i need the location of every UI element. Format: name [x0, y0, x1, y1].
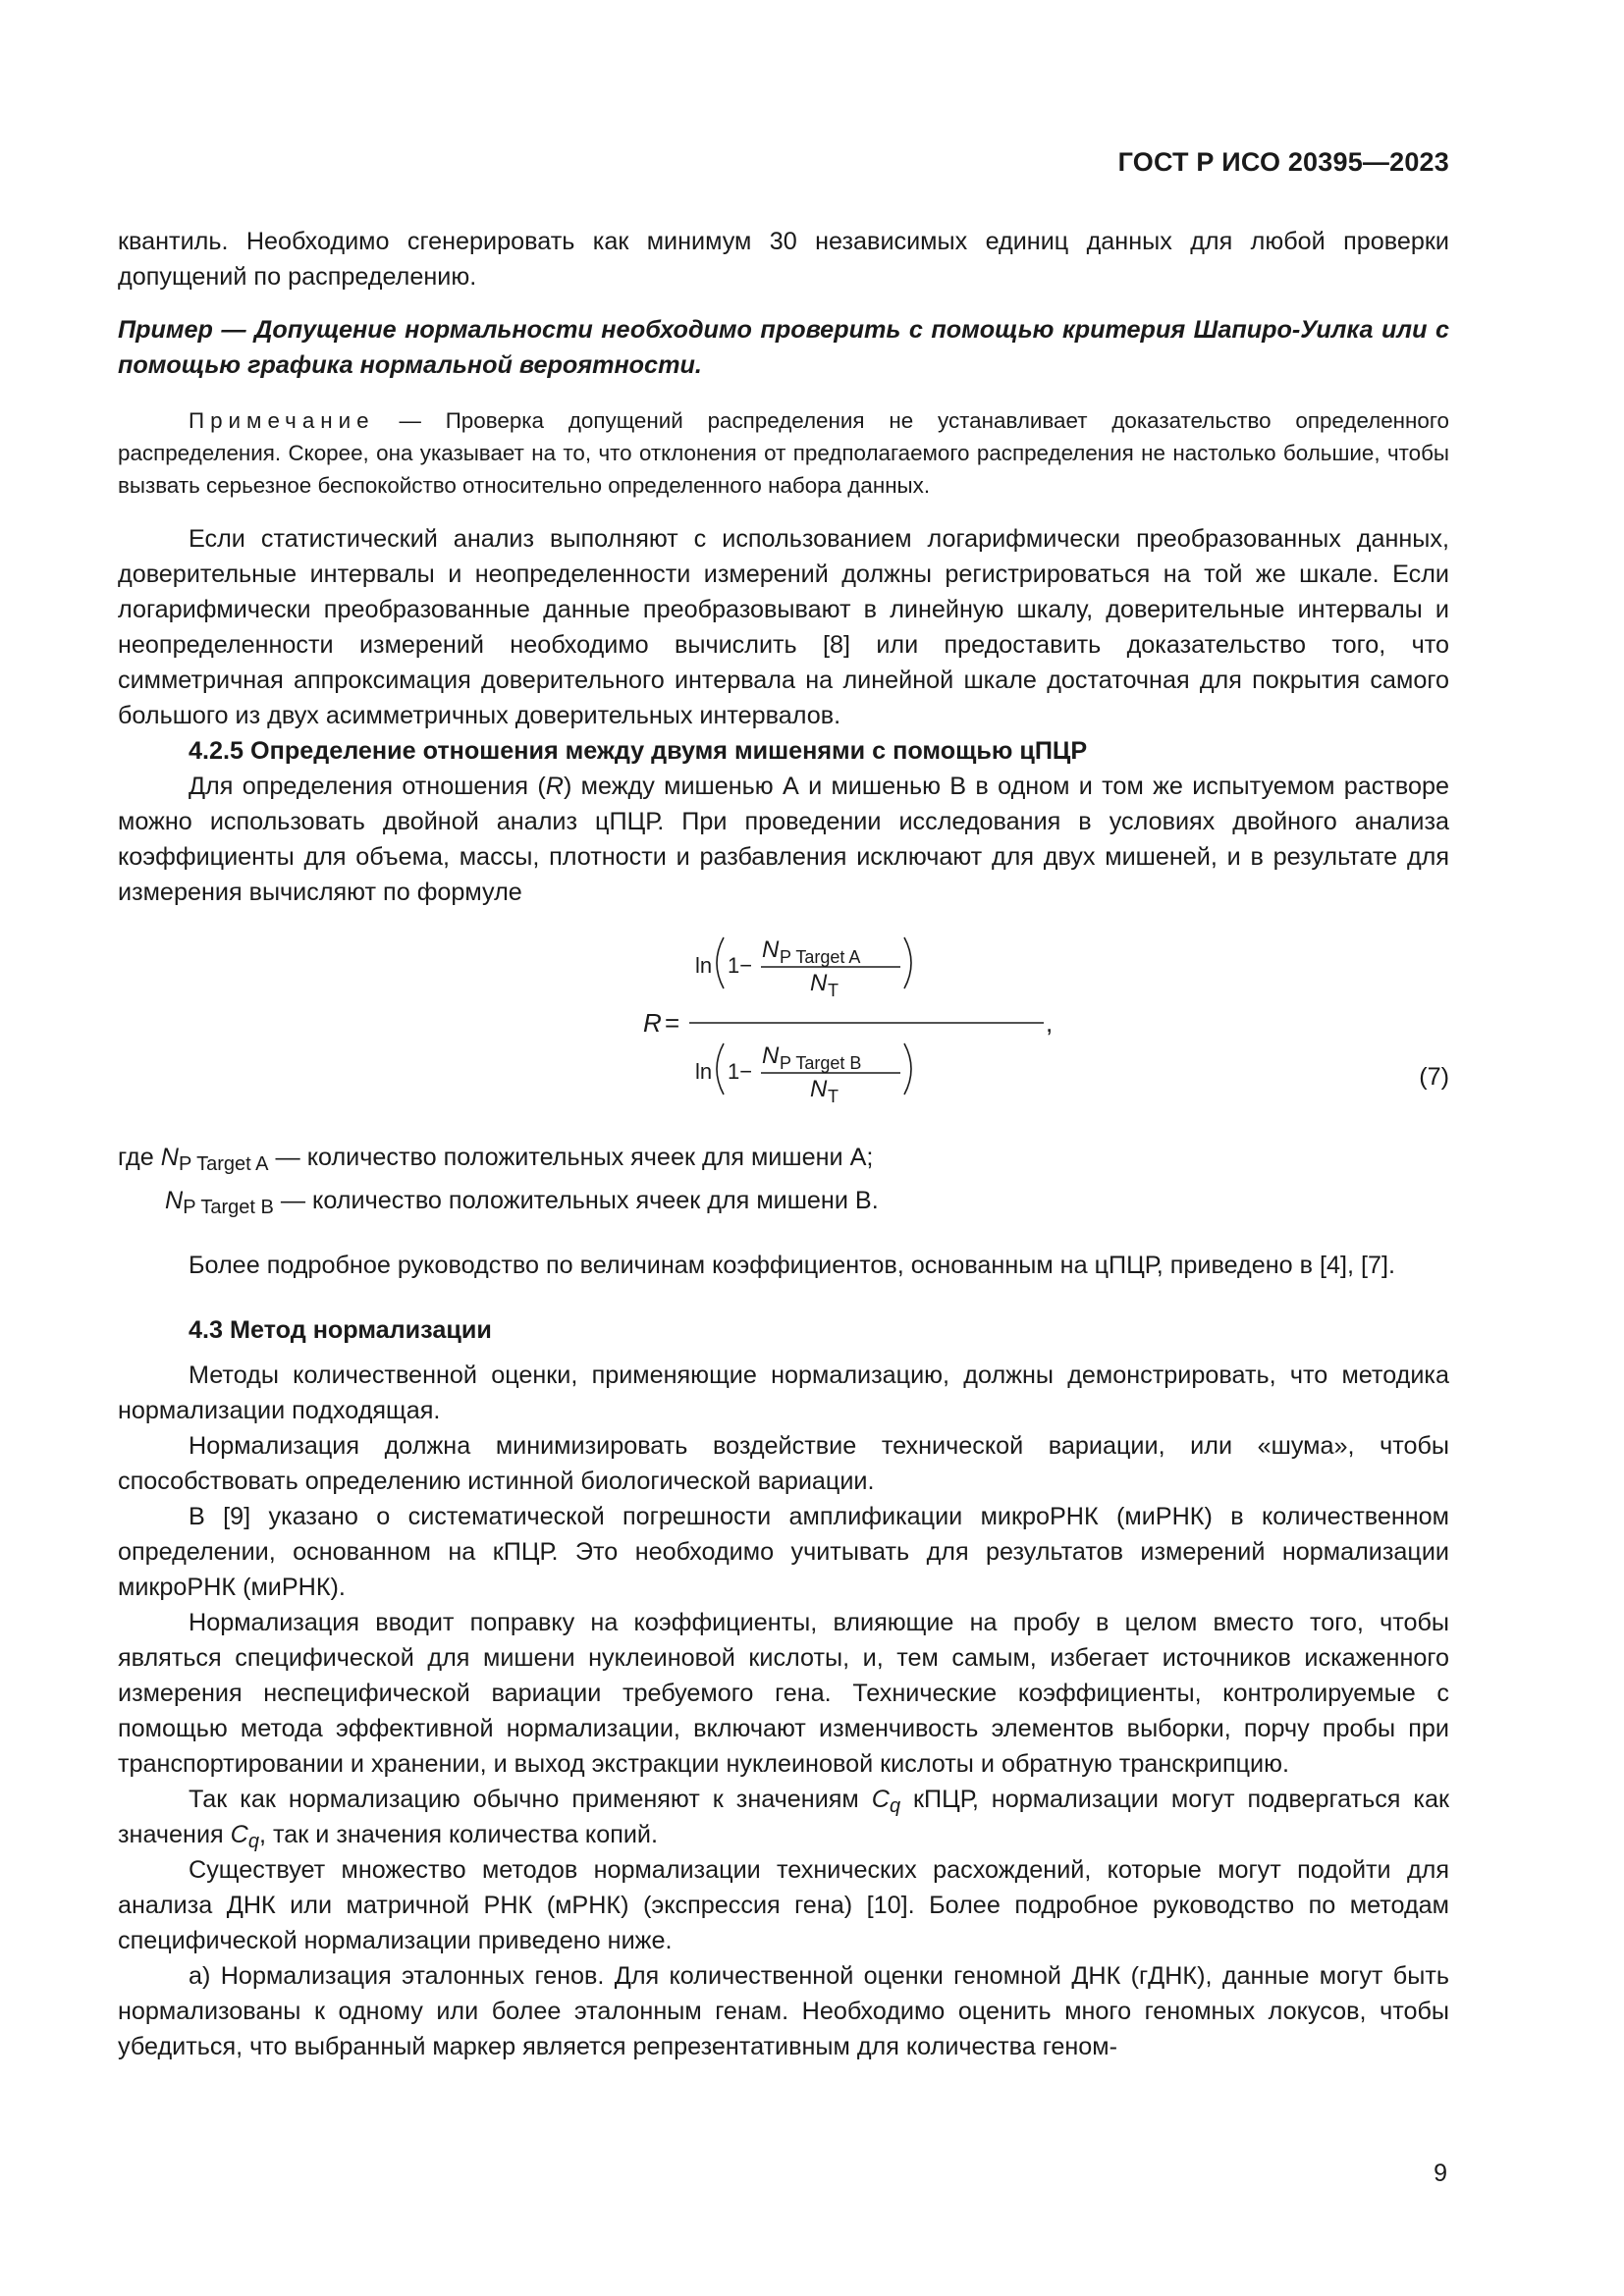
- paragraph: а) Нормализация эталонных генов. Для количественной оценки геномной ДНК (гДНК), данные могут быть нормализованы к одному или более эталонным генам. Необходимо оценить много геномных локусов, чтобы убедиться, что выбранный маркер является репрезентативным для количества геном-: [118, 1962, 1449, 2060]
- note-paragraph: [118, 404, 1449, 502]
- one-minus-bottom: 1−: [728, 1059, 753, 1084]
- paragraph: [118, 1782, 1449, 1852]
- section-heading-4-2-5: 4.2.5 Определение отношения между двумя мишенями с помощью цПЦР: [189, 737, 1088, 765]
- definition-text: — количество положительных ячеек для мишени В.: [273, 1187, 879, 1214]
- sub-t-bottom: T: [828, 1087, 839, 1106]
- sub-target-b: P Target B: [780, 1053, 862, 1073]
- paragraph: Нормализация должна минимизировать воздействие технической вариации, или «шума», чтобы способствовать определению истинной биологической вариации.: [118, 1432, 1449, 1495]
- definition-text: — количество положительных ячеек для мишени А;: [268, 1144, 874, 1171]
- paren-close-bottom: [904, 1043, 911, 1095]
- paragraph: Если статистический анализ выполняют с использованием логарифмически преобразованных данных, доверительные интервалы и неопределенности измерений должны регистрироваться на той же шкале. Если логарифмически преобразованные данные преобразовывают в линейную шкалу, доверительные интервалы и неопределенности измерений необходимо вычислить [8] или предоставить доказательство того, что симметричная аппроксимация доверительного интервала на линейной шкале достаточная для покрытия самого большого из двух асимметричных доверительных интервалов.: [118, 525, 1449, 729]
- text-run: кПЦР, нормализации могут подвергаться как значения: [118, 1786, 1450, 1848]
- paragraph: Методы количественной оценки, применяющие нормализацию, должны демонстрировать, что методика нормализации подходящая.: [118, 1362, 1449, 1424]
- text-run: Так как нормализацию обычно применяют к значениям: [189, 1786, 872, 1813]
- formula-comma: ,: [1046, 1008, 1054, 1038]
- paren-open-bottom: [717, 1043, 724, 1095]
- text-run: Для определения отношения (: [189, 773, 546, 800]
- paren-open-top: [717, 937, 724, 988]
- paragraph: [118, 769, 1449, 910]
- variable-c: C: [871, 1786, 890, 1813]
- variable-c: C: [230, 1821, 248, 1848]
- definition-b: [118, 1183, 1449, 1218]
- paragraph: Более подробное руководство по величинам коэффициентов, основанным на цПЦР, приведено в [4], [7].: [189, 1252, 1396, 1279]
- n-bottom-num: N: [762, 1042, 780, 1069]
- subscript: P Target A: [178, 1153, 269, 1175]
- subscript: P Target B: [183, 1197, 274, 1218]
- where-label: где: [118, 1144, 161, 1171]
- paragraph: Нормализация вводит поправку на коэффициенты, влияющие на пробу в целом вместо того, чтобы являться специфической для мишени нуклеиновой кислоты, и, тем самым, избегает источников искаженного измерения неспецифической вариации требуемого гена. Технические коэффициенты, контролируемые с помощью метода эффективной нормализации, включают изменчивость элементов выборки, порчу пробы при транспортировании и хранении, и выход экстракции нуклеиновой кислоты и обратную транскрипцию.: [118, 1609, 1449, 1778]
- note-text: — Проверка допущений распределения не устанавливает доказательство определенного распределения. Скорее, она указывает на то, что отклонения от предполагаемого распределения не настолько большие, чтобы вызвать серьезное беспокойство относительно определенного набора данных.: [118, 408, 1449, 498]
- paren-close-top: [904, 937, 911, 988]
- formula-7: [643, 924, 1056, 1120]
- page-content: [118, 224, 1449, 2064]
- paragraph: Существует множество методов нормализации технических расхождений, которые могут подойти для анализа ДНК или матричной РНК (мРНК) (экспрессия гена) [10]. Более подробное руководство по методам специфической нормализации приведено ниже.: [118, 1856, 1449, 1954]
- page-number: 9: [1434, 2160, 1447, 2187]
- subscript: q: [889, 1795, 901, 1817]
- text-run: ) между мишенью А и мишенью В в одном и том же испытуемом растворе можно использовать двойной анализ цПЦР. При проведении исследования в условиях двойного анализа коэффициенты для объема, массы, плотности и разбавления исключают для двух мишеней, и в результате для измерения вычисляют по формуле: [118, 773, 1449, 906]
- formula-block: [118, 924, 1449, 1120]
- formula-equals: =: [665, 1008, 680, 1038]
- sub-t-top: T: [828, 981, 839, 1000]
- section-heading-4-3: 4.3 Метод нормализации: [189, 1316, 492, 1344]
- n-top-den: N: [810, 970, 828, 996]
- paragraph: квантиль. Необходимо сгенерировать как минимум 30 независимых единиц данных для любой проверки допущений по распределению.: [118, 228, 1449, 291]
- paragraph: В [9] указано о систематической погрешности амплификации микроРНК (миРНК) в количественном определении, основанном на кПЦР. Это необходимо учитывать для результатов измерений нормализации микроРНК (миРНК).: [118, 1503, 1449, 1601]
- formula-lhs: R: [643, 1008, 662, 1038]
- variable-n: N: [160, 1144, 179, 1171]
- definition-a: [118, 1140, 1449, 1175]
- n-bottom-den: N: [810, 1076, 828, 1102]
- document-header: ГОСТ Р ИСО 20395—2023: [1117, 147, 1449, 177]
- subscript: q: [247, 1831, 259, 1852]
- one-minus-top: 1−: [728, 953, 753, 978]
- text-run: , так и значения количества копий.: [259, 1821, 658, 1848]
- ln-bottom: ln: [695, 1059, 713, 1084]
- equation-number: (7): [1419, 1063, 1449, 1091]
- ln-top: ln: [695, 953, 713, 978]
- variable-r: R: [545, 773, 564, 800]
- variable-n: N: [165, 1187, 184, 1214]
- note-label: Примечание: [189, 408, 375, 433]
- sub-target-a: P Target A: [780, 947, 861, 967]
- example-paragraph: Пример — Допущение нормальности необходимо проверить с помощью критерия Шапиро-Уилка или с помощью графика нормальной вероятности.: [118, 316, 1449, 379]
- n-top-num: N: [762, 936, 780, 963]
